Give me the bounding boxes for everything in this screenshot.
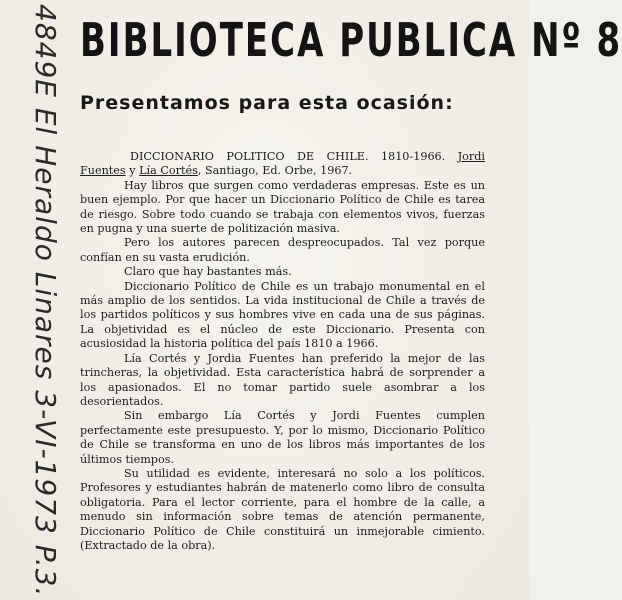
paragraph: Sin embargo Lía Cortés y Jordi Fuentes cumplen perfectamente este presupuesto. Y, por lo mismo, Diccionario Político de Chile se transforma en uno de los libros más importantes de los últimos tiempos. <box>80 409 485 466</box>
article-body <box>80 150 485 553</box>
subheadline: Presentamos para esta ocasión: <box>80 92 454 114</box>
margin-note-text: 4849E El Heraldo Linares 3-VI-1973 P.3. <box>29 4 62 598</box>
citation-author-2: Lía Cortés <box>139 164 198 178</box>
paragraph: Pero los autores parecen despreocupados. Tal vez porque confían en su vasta erudición. <box>80 236 485 264</box>
citation-author-1: Jordi Fuentes <box>80 150 485 178</box>
paragraph: Diccionario Político de Chile es un trabajo monumental en el más amplio de los sentidos. La vida institucional de Chile a través de los partidos políticos y sus hombres vive en cada una de sus páginas. La objetividad es el núcleo de este Diccionario. Presenta con acusiosidad la historia política del país 1810 a 1966. <box>80 279 485 351</box>
citation-publication: , Santiago, Ed. Orbe, 1967. <box>197 164 353 178</box>
paragraph: Lía Cortés y Jordia Fuentes han preferido la mejor de las trincheras, la objetividad. Esta característica habrá de sorprender a los apasionados. El no tomar partido suele asombrar a los desorientados. <box>80 351 485 408</box>
handwritten-margin-note <box>2 0 62 600</box>
paragraph: Su utilidad es evidente, interesará no solo a los políticos. Profesores y estudiantes habrán de matenerlo como libro de consulta obligatoria. Para el lector corriente, para el hombre de la calle, a menudo sin información sobre temas de atención permanente, Diccionario Político de Chile constituirá un inmejorable cimiento. (Extractado de la obra). <box>80 466 485 552</box>
headline: BIBLIOTECA PUBLICA Nº 8 <box>80 14 622 68</box>
citation <box>80 150 485 179</box>
paragraph: Claro que hay bastantes más. <box>124 265 292 279</box>
paragraph: Hay libros que surgen como verdaderas empresas. Este es un buen ejemplo. Por que hacer un Diccionario Político de Chile es tarea de riesgo. Sobre todo cuando se trabaja con elementos vivos, fuerzas en pugna y una suerte de politización masiva. <box>80 178 485 236</box>
citation-title: DICCIONARIO POLITICO DE CHILE. 1810-1966. <box>130 150 446 163</box>
citation-separator: y <box>125 164 140 178</box>
